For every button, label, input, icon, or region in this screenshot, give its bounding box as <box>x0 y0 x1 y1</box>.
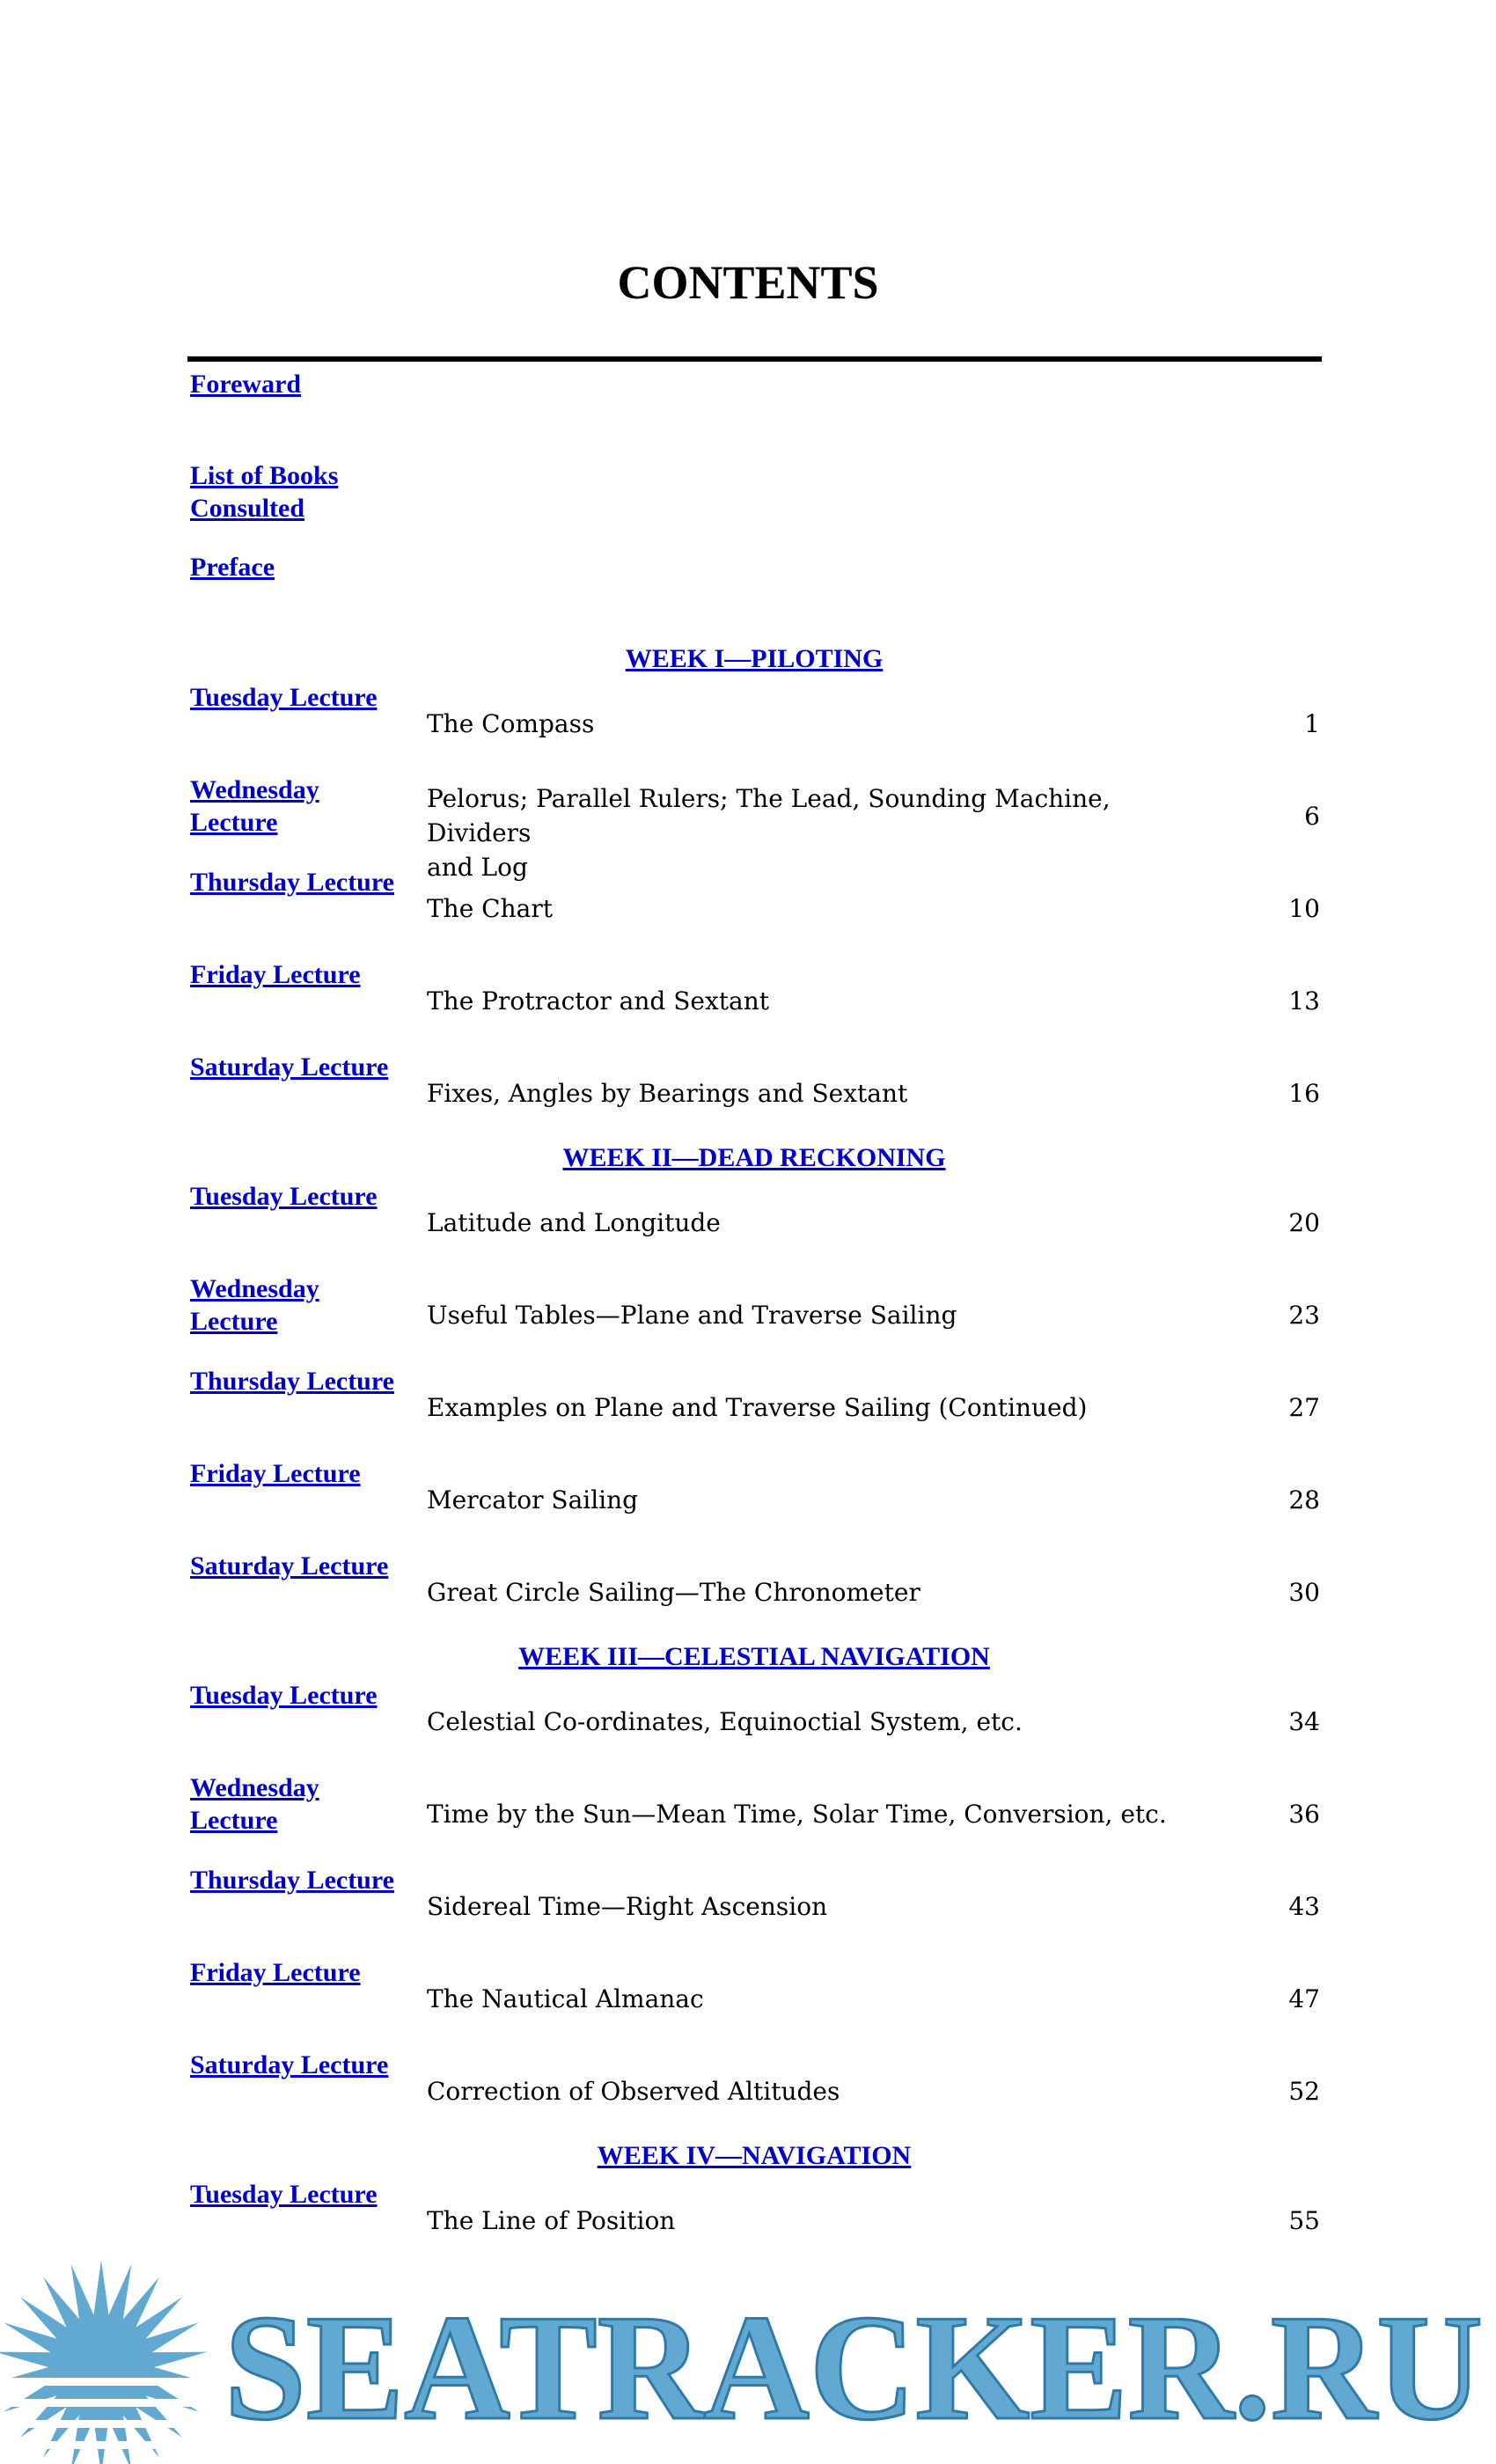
page-number: 6 <box>1304 802 1320 831</box>
books-link-line2[interactable]: Consulted <box>190 494 305 523</box>
topic-text: Mercator Sailing <box>427 1485 639 1514</box>
week-heading-4 <box>0 2139 1496 2172</box>
sun-logo-icon <box>0 2260 208 2464</box>
page-number: 13 <box>1288 986 1320 1016</box>
toc-row <box>190 1365 419 1397</box>
lecture-link-line1[interactable]: Wednesday <box>190 1773 319 1802</box>
week-2-link[interactable]: WEEK II—DEAD RECKONING <box>562 1143 946 1172</box>
lecture-link[interactable]: Friday Lecture <box>190 960 361 989</box>
topic-line1: Pelorus; Parallel Rulers; The Lead, Sounding Machine, Dividers <box>427 784 1111 847</box>
page-number: 1 <box>1304 709 1320 738</box>
topic-text <box>427 781 1184 884</box>
toc-row <box>190 2178 419 2211</box>
lecture-link[interactable]: Tuesday Lecture <box>190 2180 378 2209</box>
page-number: 20 <box>1288 1208 1320 1237</box>
watermark <box>0 2235 1496 2464</box>
toc-row <box>190 866 419 898</box>
page-number: 36 <box>1288 1800 1320 1829</box>
page-number: 30 <box>1288 1578 1320 1607</box>
toc-row <box>190 1679 419 1712</box>
page-number: 27 <box>1288 1393 1320 1422</box>
topic-text: Examples on Plane and Traverse Sailing (Continued) <box>427 1393 1088 1422</box>
page-number: 47 <box>1288 1984 1320 2013</box>
toc-row <box>190 1550 419 1582</box>
topic-text: Fixes, Angles by Bearings and Sextant <box>427 1079 908 1108</box>
topic-text: The Line of Position <box>427 2206 676 2235</box>
lecture-link[interactable]: Thursday Lecture <box>190 1866 394 1895</box>
topic-text: Great Circle Sailing—The Chronometer <box>427 1578 920 1607</box>
lecture-link-line2[interactable]: Lecture <box>190 808 278 837</box>
foreword-entry <box>190 368 419 400</box>
toc-row <box>190 1457 419 1490</box>
lecture-link[interactable]: Tuesday Lecture <box>190 1681 378 1710</box>
lecture-link[interactable]: Saturday Lecture <box>190 1551 389 1580</box>
lecture-link[interactable]: Thursday Lecture <box>190 868 394 897</box>
week-heading-2 <box>0 1141 1496 1174</box>
lecture-link[interactable]: Thursday Lecture <box>190 1367 394 1396</box>
toc-row <box>190 1864 419 1896</box>
toc-row <box>190 774 419 839</box>
week-4-link[interactable]: WEEK IV—NAVIGATION <box>597 2141 912 2170</box>
watermark-text: SEATRACKER.RU <box>224 2284 1483 2452</box>
topic-text: Useful Tables—Plane and Traverse Sailing <box>427 1301 957 1330</box>
lecture-link-line2[interactable]: Lecture <box>190 1806 278 1835</box>
lecture-link-line1[interactable]: Wednesday <box>190 1274 319 1303</box>
topic-line2: and Log <box>427 853 528 882</box>
foreword-link[interactable]: Foreward <box>190 370 302 399</box>
books-link-line1[interactable]: List of Books <box>190 461 339 490</box>
topic-text: The Chart <box>427 894 553 923</box>
topic-text: The Protractor and Sextant <box>427 986 769 1016</box>
topic-text: Celestial Co-ordinates, Equinoctial System, etc. <box>427 1707 1023 1736</box>
preface-entry <box>190 551 419 583</box>
page-number: 28 <box>1288 1485 1320 1514</box>
week-heading-1 <box>0 642 1496 675</box>
toc-row <box>190 1180 419 1213</box>
toc-row <box>190 2049 419 2081</box>
toc-row <box>190 1272 419 1338</box>
page-number: 43 <box>1288 1892 1320 1921</box>
page-title: CONTENTS <box>617 256 879 309</box>
title-rule <box>187 356 1322 362</box>
page-number: 10 <box>1288 894 1320 923</box>
lecture-link[interactable]: Saturday Lecture <box>190 1052 389 1082</box>
topic-text: Sidereal Time—Right Ascension <box>427 1892 828 1921</box>
page-number: 52 <box>1288 2077 1320 2106</box>
lecture-link[interactable]: Friday Lecture <box>190 1459 361 1488</box>
week-3-link[interactable]: WEEK III—CELESTIAL NAVIGATION <box>518 1642 990 1671</box>
lecture-link-line1[interactable]: Wednesday <box>190 775 319 804</box>
topic-text: Time by the Sun—Mean Time, Solar Time, Conversion, etc. <box>427 1800 1167 1829</box>
lecture-link[interactable]: Saturday Lecture <box>190 2050 389 2079</box>
toc-row <box>190 681 419 714</box>
preface-link[interactable]: Preface <box>190 553 275 582</box>
week-1-link[interactable]: WEEK I—PILOTING <box>625 644 884 673</box>
lecture-link-line2[interactable]: Lecture <box>190 1307 278 1336</box>
week-heading-3 <box>0 1640 1496 1673</box>
page-number: 16 <box>1288 1079 1320 1108</box>
topic-text: Latitude and Longitude <box>427 1208 721 1237</box>
lecture-link[interactable]: Tuesday Lecture <box>190 1182 378 1211</box>
toc-row <box>190 958 419 991</box>
page-number: 34 <box>1288 1707 1320 1736</box>
lecture-link[interactable]: Friday Lecture <box>190 1958 361 1987</box>
books-entry <box>190 459 419 524</box>
page-number: 55 <box>1288 2206 1320 2235</box>
topic-text: The Compass <box>427 709 595 738</box>
toc-row <box>190 1051 419 1083</box>
page-number: 23 <box>1288 1301 1320 1330</box>
lecture-link[interactable]: Tuesday Lecture <box>190 683 378 712</box>
toc-row <box>190 1956 419 1989</box>
sun-rays <box>0 2260 208 2464</box>
topic-text: The Nautical Almanac <box>427 1984 704 2013</box>
toc-row <box>190 1771 419 1837</box>
topic-text: Correction of Observed Altitudes <box>427 2077 840 2106</box>
